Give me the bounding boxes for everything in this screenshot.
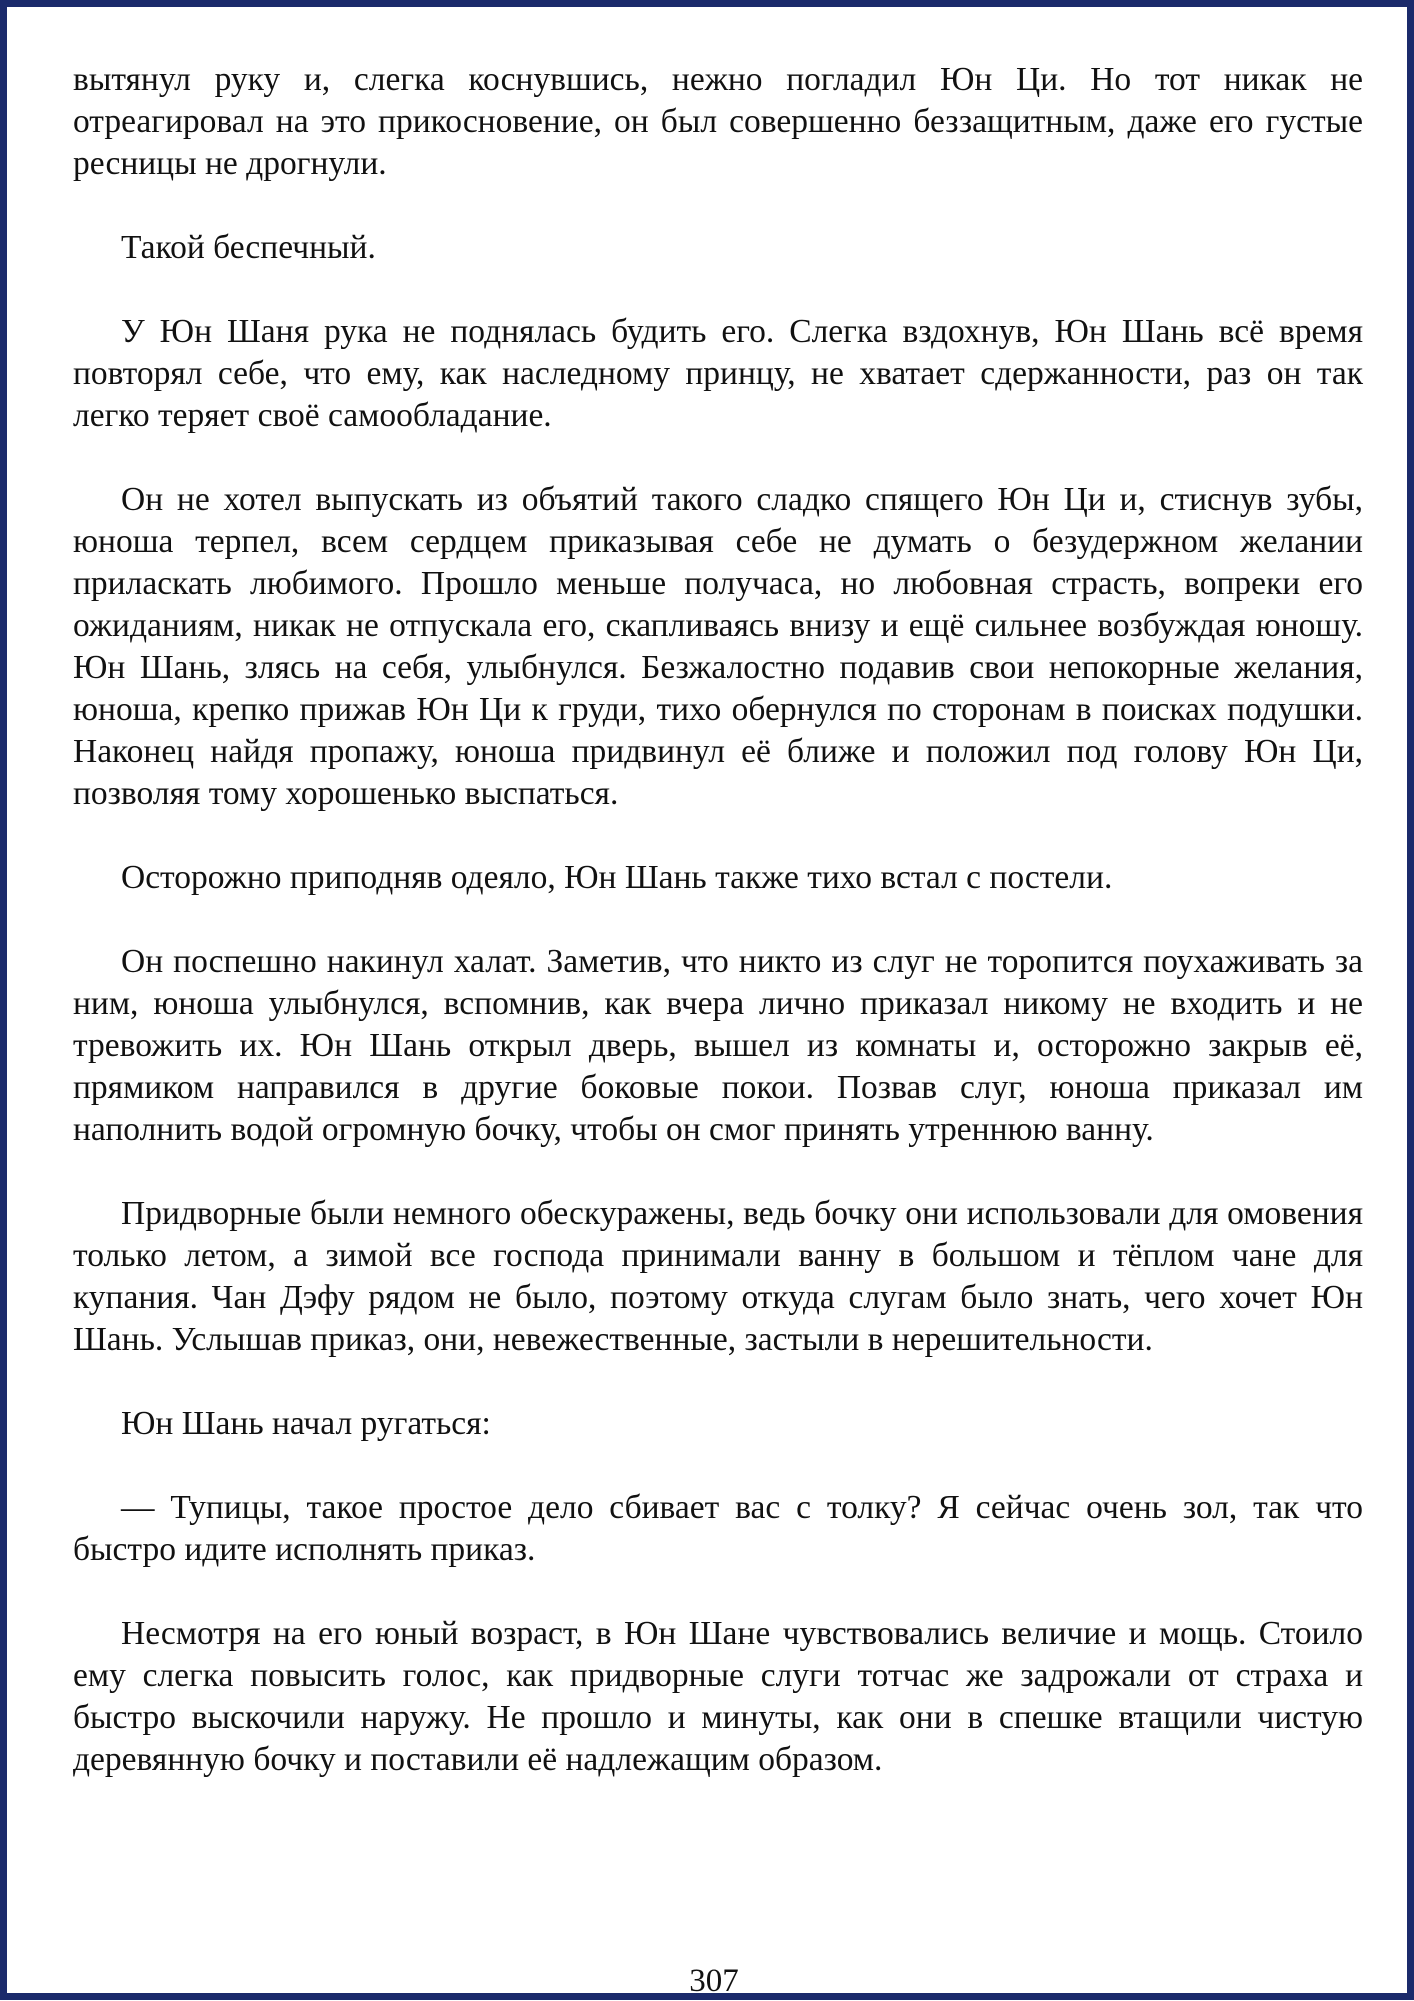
paragraph-9: — Тупицы, такое простое дело сбивает вас с толку? Я сейчас очень зол, так что быстро идите исполнять приказ. [73, 1489, 1363, 1568]
page-number: 307 [689, 1963, 739, 1999]
paragraph-6: Он поспешно накинул халат. Заметив, что никто из слуг не торопится поухаживать за ним, юноша улыбнулся, вспомнив, как вчера лично приказал никому не входить и не тревожить их. Юн Шань открыл дверь, вышел из комнаты и, осторожно закрыв её, прямиком направился в другие боковые покои. Позвав слуг, юноша приказал им наполнить водой огромную бочку, чтобы он смог принять утреннюю ванну. [73, 943, 1363, 1148]
paragraph-4: Он не хотел выпускать из объятий такого сладко спящего Юн Ци и, стиснув зубы, юноша терпел, всем сердцем приказывая себе не думать о безудержном желании приласкать любимого. Прошло меньше получаса, но любовная страсть, вопреки его ожиданиям, никак не отпускала его, скапливаясь внизу и ещё сильнее возбуждая юношу. Юн Шань, злясь на себя, улыбнулся. Безжалостно подавив свои непокорные желания, юноша, крепко прижав Юн Ци к груди, тихо обернулся по сторонам в поисках подушки. Наконец найдя пропажу, юноша придвинул её ближе и положил под голову Юн Ци, позволяя тому хорошенько выспаться. [73, 481, 1363, 812]
paragraph-10: Несмотря на его юный возраст, в Юн Шане чувствовались величие и мощь. Стоило ему слегка повысить голос, как придворные слуги тотчас же задрожали от страха и быстро выскочили наружу. Не прошло и минуты, как они в спешке втащили чистую деревянную бочку и поставили её надлежащим образом. [73, 1615, 1363, 1778]
paragraph-2: Такой беспечный. [121, 229, 376, 266]
paragraph-5: Осторожно приподняв одеяло, Юн Шань также тихо встал с постели. [121, 859, 1113, 896]
paragraph-7: Придворные были немного обескуражены, ведь бочку они использовали для омовения только летом, а зимой все господа принимали ванну в большом и тёплом чане для купания. Чан Дэфу рядом не было, поэтому откуда слугам было знать, чего хочет Юн Шань. Услышав приказ, они, невежественные, застыли в нерешительности. [73, 1195, 1363, 1358]
body-text [73, 59, 1363, 1823]
paragraph-1: вытянул руку и, слегка коснувшись, нежно погладил Юн Ци. Но тот никак не отреагировал на это прикосновение, он был совершенно беззащитным, даже его густые ресницы не дрогнули. [73, 61, 1363, 182]
paragraph-8: Юн Шань начал ругаться: [121, 1405, 491, 1442]
paragraph-3: У Юн Шаня рука не поднялась будить его. Слегка вздохнув, Юн Шань всё время повторял себе, что ему, как наследному принцу, не хватает сдержанности, раз он так легко теряет своё самообладание. [73, 313, 1363, 434]
